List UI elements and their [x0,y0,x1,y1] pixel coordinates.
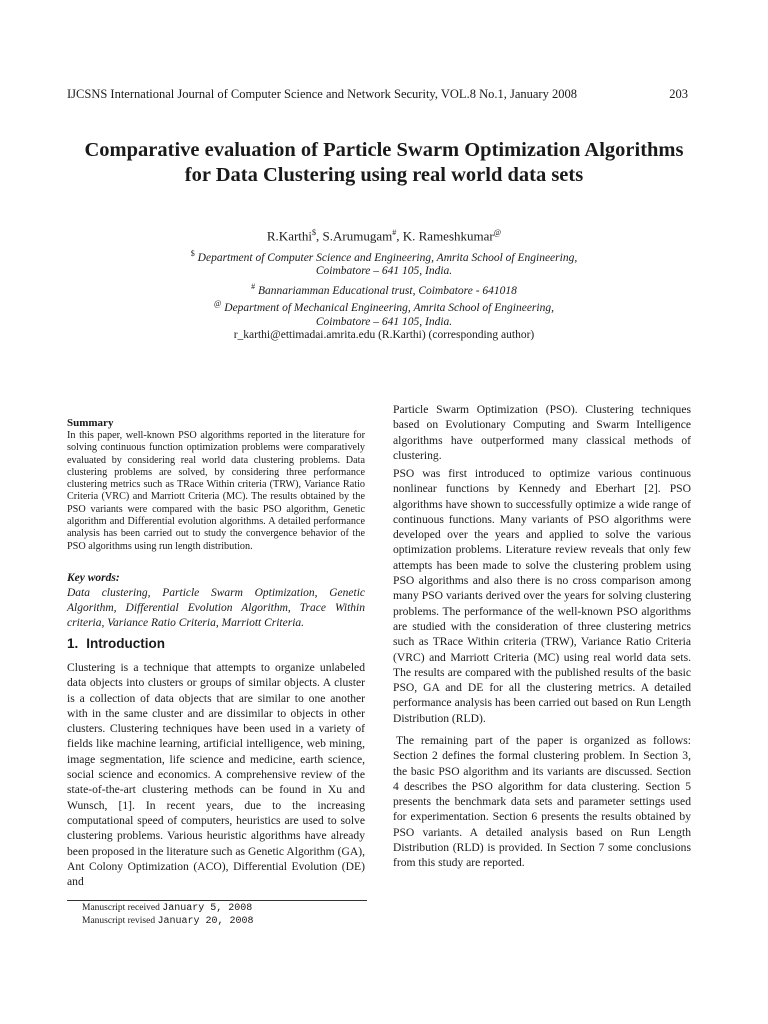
affiliation-marker: # [392,228,397,237]
corresponding-email: r_karthi@ettimadai.amrita.edu (R.Karthi) (corresponding author) [233,329,535,341]
introduction-text: Clustering is a technique that attempts to organize unlabeled data objects into clusters or groups of similar objects. A cluster is a collection of data objects that are similar to one another with in the same cluster and are dissimilar to objects in other clusters. Clustering techniques have been used in a variety of fields like machine learning, artificial intelligence, web mining, image segmentation, life science and medicine, earth science, social science and economics. A comprehensive review of the state-of-the-art clustering methods can be found in Xu and Wunsch, [1]. In recent years, due to the increasing computational speed of computers, heuristics are used to solve clustering problems. Various heuristic algorithms have already been proposed in the literature such as Genetic Algorithm (GA), Ant Colony Optimization (ACO), Differential Evolution (DE) and [67,661,365,889]
footnote-label: Manuscript revised [82,916,156,926]
affiliation-marker: @ [214,299,222,308]
section-number: 1. [67,636,79,651]
affiliation-line [60,314,708,330]
summary-heading: Summary [67,417,114,429]
title-line-1: Comparative evaluation of Particle Swarm Optimization Algorithms [84,139,684,161]
footnote-label: Manuscript received [82,903,160,913]
affiliation-line [60,296,708,316]
affiliation-text: Department of Computer Science and Engineering, Amrita School of Engineering, [197,251,578,264]
affiliation-marker: $ [312,228,317,237]
journal-name: IJCSNS International Journal of Computer Science and Network Security, VOL.8 No.1, January 2008 [67,87,577,101]
footnote-divider [67,900,367,901]
footnote-date: January 5, 2008 [162,903,253,914]
summary-text: In this paper, well-known PSO algorithms reported in the literature for solving continuous function optimization problems were comparatively evaluated by considering real world data clustering problems. Data clustering problems are solved, by considering three performance clustering metrics such as TRace Within criteria (TRW), Variance Ratio Criteria (VRC) and Marriott Criteria (MC). The results obtained by the PSO variants were compared with the basic PSO algorithm, Genetic algorithm and Differential evolution algorithms. A detailed performance analysis has been carried out to study the convergence behavior of the PSO algorithms using run length distribution. [67,430,365,552]
footnote-received [82,903,252,914]
keywords-heading: Key words: [67,572,120,584]
affiliation-text: Bannariamman Educational trust, Coimbatore - 641018 [257,284,517,297]
right-paragraph-3: The remaining part of the paper is organized as follows: Section 2 defines the formal clustering problem. In Section 3, the basic PSO algorithm and its variants are discussed. Section 4 describes the PSO algorithm for data clustering. Section 5 presents the benchmark data sets and parameter settings used for experimentation. Section 6 presents the results obtained by PSO variants. A detailed analysis based on Run Length Distribution (RLD) is provided. In Section 7 some conclusions from this study are reported. [393,734,691,870]
section-title: Introduction [86,636,165,651]
affiliation-line [60,263,708,279]
author-name: R.Karthi [266,228,313,244]
title-line-2: for Data Clustering using real world data sets [184,164,584,186]
affiliation-text: Coimbatore – 641 105, India. [315,316,453,328]
author-separator: , [316,228,323,244]
author-list [60,228,708,244]
author-separator: , [396,228,403,244]
keywords-text: Data clustering, Particle Swarm Optimization, Genetic Algorithm, Differential Evolution Algorithm, Trace Within criteria, Variance Ratio Criteria, Marriott Criteria. [67,587,365,629]
page-number: 203 [669,87,688,101]
footnote-date: January 20, 2008 [157,916,254,927]
footnote-revised [82,916,253,927]
section-heading [67,636,365,651]
affiliation-marker: @ [493,228,502,237]
right-paragraph-1: Particle Swarm Optimization (PSO). Clustering techniques based on Evolutionary Computing and Swarm Intelligence algorithms have outperformed many classical methods of clustering. [393,403,691,462]
affiliation-marker: $ [190,249,195,258]
affiliation-text: Coimbatore – 641 105, India. [315,265,453,277]
author-name: K. Rameshkumar [402,228,494,244]
right-paragraph-2: PSO was first introduced to optimize various continuous nonlinear functions by Kennedy and Eberhart [2]. PSO algorithms have shown to successfully optimize a wide range of continuous functions. Many variants of PSO algorithms were developed over the years and applied to solve the various optimization problems. Literature review reveals that only few attempts has been made to solve the clustering problem using PSO algorithms and also there is no cross comparison among many PSO variants derived over the years for solving clustering problems. The performance of the well-known PSO algorithms are studied with the consideration of three clustering metrics such as TRace Within criteria (TRW), Variance Ratio Criteria (VRC) and Marriott Criteria (MC) using real world data sets. The results are compared with the published results of the basic PSO, GA and DE for all the clustering metrics. A detailed performance analysis has been carried out based on Run Length Distribution (RLD). [393,467,691,725]
author-name: S.Arumugam [322,228,393,244]
paper-title [40,138,728,188]
affiliation-marker: # [251,282,256,291]
affiliation-text: Department of Mechanical Engineering, Amrita School of Engineering, [224,301,554,314]
